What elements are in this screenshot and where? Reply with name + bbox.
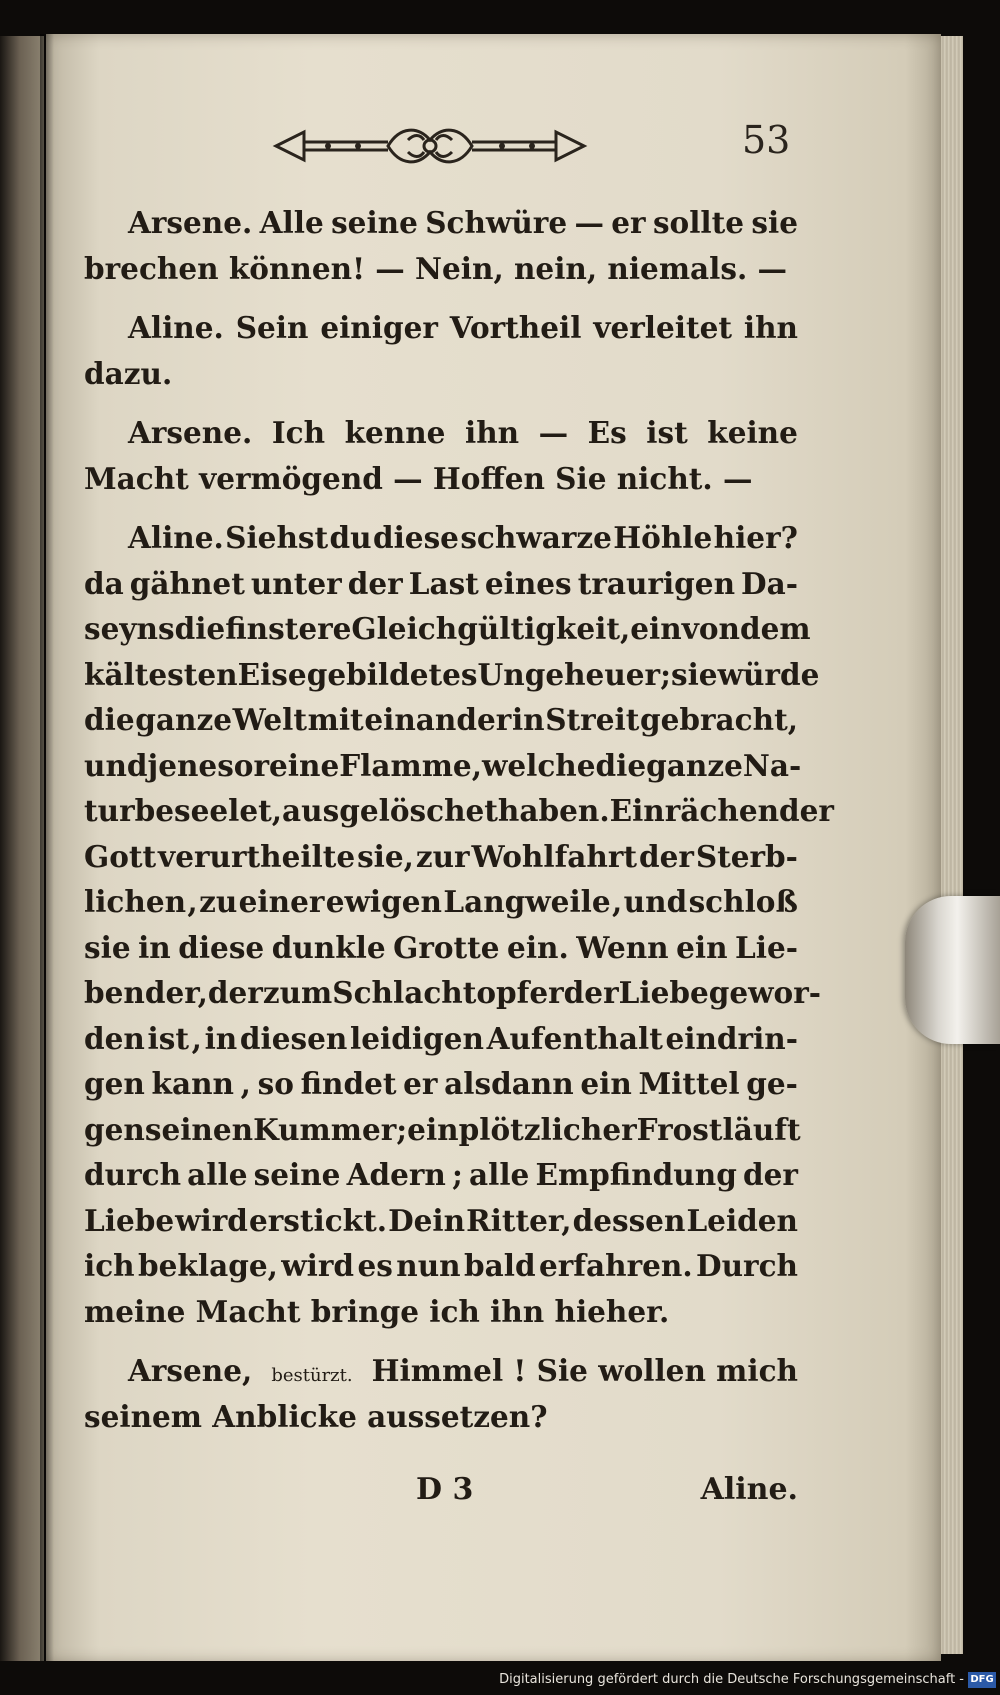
word: jene	[147, 747, 218, 783]
word: gähnet	[129, 565, 245, 601]
word: zur	[415, 838, 470, 874]
text-line: Macht vermögend — Hoffen Sie nicht. —	[84, 460, 753, 496]
left-page-edge	[0, 36, 44, 1661]
word: in	[138, 929, 171, 965]
word: durch	[84, 1157, 182, 1192]
word: alle	[469, 1157, 530, 1192]
word: findet	[300, 1066, 397, 1101]
word: der	[638, 838, 694, 874]
word: Ich	[271, 415, 326, 450]
word: unter	[250, 565, 342, 601]
word: Adern	[346, 1157, 446, 1192]
word: diese	[372, 520, 459, 555]
catchword: Aline.	[700, 1472, 798, 1507]
word: Na-	[742, 747, 802, 783]
digitization-footer	[0, 1661, 1000, 1695]
word: beklage,	[138, 1248, 278, 1283]
word: Aufenthalt	[486, 1020, 663, 1056]
word: die	[174, 611, 226, 646]
word: in	[204, 1020, 238, 1056]
word: verurtheilte	[158, 838, 356, 874]
word: diesen	[239, 1020, 348, 1056]
word: alle	[187, 1157, 248, 1192]
word: gewor-	[708, 975, 822, 1010]
word: verleitet	[593, 310, 732, 345]
word: ,	[240, 1066, 251, 1101]
page-footer-row	[84, 1472, 798, 1522]
word: Es	[587, 415, 627, 450]
word: er	[611, 205, 646, 240]
word: Wenn	[576, 929, 669, 965]
word: Aline.	[128, 520, 224, 555]
text-line	[84, 925, 798, 971]
text-line	[84, 200, 798, 246]
word: sie,	[357, 838, 414, 874]
word: und	[623, 884, 688, 919]
word: zu	[199, 884, 238, 919]
word: Durch	[696, 1248, 798, 1283]
word: die	[595, 747, 647, 783]
word: kältesten	[84, 656, 238, 692]
word: der	[742, 1157, 798, 1192]
word: Liebe	[618, 975, 709, 1010]
word: ein	[630, 611, 682, 646]
word: Grotte	[393, 929, 500, 965]
speaker-name: Arsene,	[128, 1353, 253, 1388]
word: einiger	[320, 310, 438, 345]
word: Mittel	[638, 1066, 740, 1101]
text-line	[84, 1198, 798, 1244]
word: Leiden	[686, 1202, 798, 1238]
text-line	[84, 697, 798, 743]
word: seine	[253, 1157, 341, 1192]
text-line: dazu.	[84, 355, 173, 391]
word: bald	[464, 1248, 536, 1283]
word: kenne	[344, 415, 446, 450]
word: ein	[580, 1066, 632, 1101]
word: Ritter,	[466, 1202, 572, 1238]
word: gebildetes	[306, 656, 478, 692]
word: wird	[175, 1202, 248, 1238]
word: Gott	[84, 838, 157, 874]
page-stack-edge	[941, 36, 963, 1654]
dfg-badge: DFG	[968, 1672, 996, 1688]
word: würde	[717, 656, 820, 692]
word: ein	[676, 929, 728, 965]
word: ist	[147, 1020, 189, 1056]
word: einer	[238, 884, 325, 919]
text-line: brechen können! — Nein, nein, niemals. —	[84, 250, 788, 286]
word: traurigen	[577, 565, 736, 601]
word: seine	[331, 205, 418, 240]
word: ;	[451, 1157, 463, 1192]
word: hier?	[713, 520, 798, 555]
word: wird	[281, 1248, 355, 1283]
word: ewigen	[325, 884, 442, 919]
text-line: meine Macht bringe ich ihn hieher.	[84, 1293, 670, 1329]
word: und	[84, 747, 148, 783]
page-text	[84, 200, 834, 1439]
word: dessen	[572, 1202, 686, 1238]
word: —	[538, 415, 569, 450]
word: Arsene.	[128, 415, 253, 450]
word: sie	[751, 205, 798, 240]
text-line	[84, 1107, 801, 1153]
word: ich	[84, 1248, 135, 1283]
word: ge-	[746, 1066, 798, 1101]
word: einander	[364, 702, 512, 737]
word: Höhle	[613, 520, 713, 555]
text-line	[84, 788, 834, 834]
word: Langweile	[443, 884, 611, 919]
word: Alle	[259, 205, 324, 240]
word: dunkle	[271, 929, 386, 965]
spine-shadow	[40, 34, 54, 1662]
word: diese	[178, 929, 265, 965]
word: der	[563, 975, 619, 1010]
word: bender,	[84, 975, 208, 1010]
word: Wohlfahrt	[471, 838, 638, 874]
word: schloß	[688, 884, 798, 919]
text-line	[84, 1348, 798, 1394]
word: ;	[396, 1111, 408, 1147]
word: eines	[484, 565, 572, 601]
text-line	[84, 879, 798, 925]
word: es	[357, 1248, 393, 1283]
word: so	[217, 747, 254, 783]
word: Last	[408, 565, 479, 601]
word: Siehst	[225, 520, 329, 555]
word: Schwüre	[425, 205, 568, 240]
text-line	[84, 305, 798, 351]
word: ,	[191, 1020, 202, 1056]
word: reine	[253, 747, 340, 783]
word: Ein	[609, 793, 665, 828]
word: welche	[481, 747, 596, 783]
word: gen	[84, 1111, 145, 1147]
signature-mark: D 3	[416, 1472, 474, 1507]
text-line: seinem Anblicke aussetzen?	[84, 1398, 548, 1434]
word: Sterb-	[695, 838, 798, 874]
word: Ungeheuer	[477, 656, 661, 692]
line-text: Himmel ! Sie wollen mich	[371, 1353, 798, 1388]
text-line	[84, 652, 820, 698]
word: sie	[84, 929, 131, 965]
word: Lie-	[735, 929, 798, 965]
footer-credit: Digitalisierung gefördert durch die Deutsche Forschungsgemeinschaft -	[499, 1672, 964, 1687]
word: der	[207, 975, 263, 1010]
word: Da-	[741, 565, 798, 601]
text-line	[84, 515, 798, 561]
word: Schlachtopfer	[332, 975, 564, 1010]
word: Welt	[232, 702, 307, 737]
text-line	[84, 606, 811, 652]
word: keine	[707, 415, 798, 450]
word: ;	[660, 656, 671, 692]
word: haben.	[497, 793, 610, 828]
word: mit	[307, 702, 364, 737]
word: ganze	[646, 747, 743, 783]
word: da	[84, 565, 124, 601]
word: Frost	[636, 1111, 723, 1147]
text-line	[84, 970, 822, 1016]
text-line	[84, 834, 798, 880]
word: rächender	[664, 793, 834, 828]
word: nun	[396, 1248, 461, 1283]
word: der	[347, 565, 403, 601]
word: Sein	[235, 310, 309, 345]
word: ganze	[135, 702, 232, 737]
word: leidigen	[350, 1020, 484, 1056]
word: Arsene.	[128, 205, 253, 240]
word: tur	[84, 793, 135, 828]
text-line	[84, 1152, 798, 1198]
word: Liebe	[84, 1202, 175, 1238]
word: Gleichgültigkeit,	[351, 611, 631, 646]
word: ein.	[507, 929, 569, 965]
text-line	[84, 743, 802, 789]
text-line	[84, 1243, 798, 1289]
word: so	[257, 1066, 294, 1101]
word: dem	[739, 611, 811, 646]
word: erfahren.	[539, 1248, 693, 1283]
word: ausgelöschet	[282, 793, 498, 828]
word: ihn	[464, 415, 520, 450]
text-line	[84, 410, 798, 456]
word: eindrin-	[665, 1020, 798, 1056]
word: er	[403, 1066, 438, 1101]
stage-direction: bestürzt.	[271, 1365, 353, 1386]
word: ihn	[743, 310, 798, 345]
word: kann	[151, 1066, 234, 1101]
word: finstere	[225, 611, 352, 646]
page-number: 53	[742, 118, 791, 162]
word: sollte	[652, 205, 745, 240]
word: Kummer	[253, 1111, 397, 1147]
word: Streit	[545, 702, 640, 737]
word: gebracht,	[639, 702, 798, 737]
word: von	[681, 611, 740, 646]
word: ,	[612, 884, 623, 919]
word: schwarze	[460, 520, 612, 555]
word: sie	[670, 656, 718, 692]
word: seinen	[144, 1111, 254, 1147]
text-line	[84, 1016, 798, 1062]
word: beseelet,	[134, 793, 283, 828]
word: erstickt.	[248, 1202, 388, 1238]
word: Aline.	[128, 310, 224, 345]
word: plötzlicher	[458, 1111, 637, 1147]
word: Flamme,	[339, 747, 482, 783]
word: du	[329, 520, 372, 555]
word: alsdann	[444, 1066, 574, 1101]
word: den	[84, 1020, 145, 1056]
word: in	[511, 702, 545, 737]
text-line	[84, 561, 798, 607]
word: Empfindung	[535, 1157, 737, 1192]
word: ,	[187, 884, 198, 919]
word: Vortheil	[449, 310, 582, 345]
word: Dein	[388, 1202, 466, 1238]
floral-rule-ornament-icon	[268, 118, 592, 174]
word: seyns	[84, 611, 175, 646]
word: ist	[646, 415, 688, 450]
word: läuft	[722, 1111, 801, 1147]
word: —	[574, 205, 604, 240]
word: ein	[407, 1111, 459, 1147]
word: Eise	[237, 656, 307, 692]
page-clip	[905, 896, 1000, 1044]
word: die	[84, 702, 135, 737]
word: lichen	[84, 884, 187, 919]
word: gen	[84, 1066, 145, 1101]
text-line	[84, 1061, 798, 1107]
word: zum	[262, 975, 333, 1010]
